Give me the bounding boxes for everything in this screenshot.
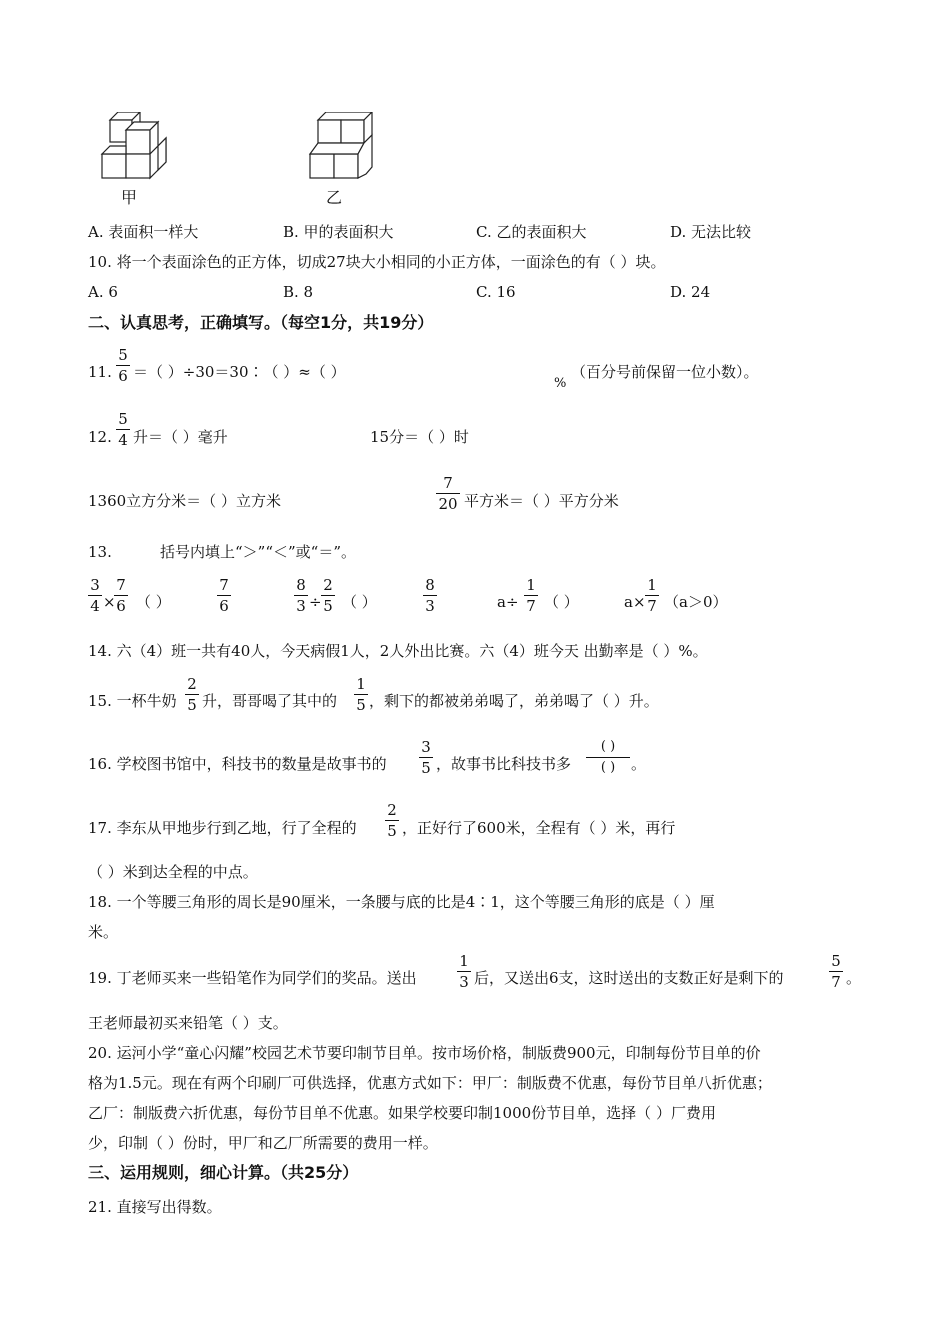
q13-e3-prefix: a÷ bbox=[497, 593, 519, 611]
q16-text-c: 。 bbox=[631, 755, 647, 773]
q12-line2-a: 1360立方分米＝（ ）立方米 bbox=[88, 492, 281, 510]
q15-text-c: ，剩下的都被弟弟喝了，弟弟喝了（ ）升。 bbox=[369, 692, 659, 710]
q10-option-b: B. 8 bbox=[283, 283, 314, 301]
q13-e3-condition: （a＞0） bbox=[664, 593, 728, 611]
q20-line-4: 少，印制（ ）份时，甲厂和乙厂所需要的费用一样。 bbox=[88, 1134, 438, 1152]
q10-option-c: C. 16 bbox=[476, 283, 516, 301]
q13-e2-blank: （ ） bbox=[342, 593, 377, 611]
q16-answer-fraction-blank: ( ) ( ) bbox=[586, 738, 630, 777]
q12-fraction: 5 4 bbox=[116, 410, 130, 449]
q12-line2-b: 平方米＝（ ）平方分米 bbox=[464, 492, 619, 510]
figure-label-yi: 乙 bbox=[326, 188, 343, 207]
q11-fraction: 5 6 bbox=[116, 346, 130, 385]
q15-fraction-1: 2 5 bbox=[185, 675, 199, 714]
q20-line-1: 20. 运河小学“童心闪耀”校园艺术节要印制节目单。按市场价格，制版费900元，印制每份节目单的价 bbox=[88, 1044, 761, 1062]
q11-tail: （百分号前保留一位小数）。 bbox=[571, 363, 759, 381]
q12-text-a: 升＝（ ）毫升 bbox=[133, 428, 228, 446]
q19-text-a: 19. 丁老师买来一些铅笔作为同学们的奖品。送出 bbox=[88, 969, 417, 987]
q13-number: 13. bbox=[88, 543, 112, 561]
q13-e1-fraction-2: 7 6 bbox=[114, 576, 128, 615]
q18-line2: 米。 bbox=[88, 923, 119, 941]
q13-e3-middle: a× bbox=[624, 593, 646, 611]
q19-line2: 王老师最初买来铅笔（ ）支。 bbox=[88, 1014, 288, 1032]
q19-text-c: 。 bbox=[846, 969, 862, 987]
q12-number: 12. bbox=[88, 428, 112, 446]
q13-text: 括号内填上“＞”“＜”或“＝”。 bbox=[160, 543, 357, 561]
q17-fraction: 2 5 bbox=[385, 801, 399, 840]
q16-fraction: 3 5 bbox=[419, 738, 433, 777]
section-3-title: 三、运用规则，细心计算。（共25分） bbox=[88, 1163, 359, 1182]
q10-text: 10. 将一个表面涂色的正方体，切成27块大小相同的小正方体，一面涂色的有（ ）块。 bbox=[88, 253, 666, 271]
q17-line2: （ ）米到达全程的中点。 bbox=[88, 863, 258, 881]
q9-option-d: D. 无法比较 bbox=[670, 223, 752, 241]
q13-e2-fraction-1: 8 3 bbox=[294, 576, 308, 615]
q11-text: ＝（ ）÷30＝30∶（ ）≈（ ） bbox=[133, 363, 346, 381]
q9-option-b: B. 甲的表面积大 bbox=[283, 223, 394, 241]
q15-text-a: 15. 一杯牛奶 bbox=[88, 692, 177, 710]
q16-text-b: ，故事书比科技书多 bbox=[436, 755, 572, 773]
q13-e2-fraction-2: 2 5 bbox=[321, 576, 335, 615]
q20-line-3: 乙厂：制版费六折优惠，每份节目单不优惠。如果学校要印制1000份节目单，选择（ ）厂费用 bbox=[88, 1104, 716, 1122]
q19-fraction-2: 5 7 bbox=[829, 952, 843, 991]
q13-e3-blank: （ ） bbox=[544, 593, 579, 611]
q15-text-b: 升，哥哥喝了其中的 bbox=[202, 692, 338, 710]
q19-text-b: 后，又送出6支，这时送出的支数正好是剩下的 bbox=[474, 969, 784, 987]
q16-text-a: 16. 学校图书馆中，科技书的数量是故事书的 bbox=[88, 755, 387, 773]
q20-line-2: 格为1.5元。现在有两个印刷厂可供选择，优惠方式如下：甲厂：制版费不优惠，每份节目单八折优惠； bbox=[88, 1074, 772, 1092]
q9-option-c: C. 乙的表面积大 bbox=[476, 223, 587, 241]
q13-e1-fraction-1: 3 4 bbox=[88, 576, 102, 615]
cube-figure-yi bbox=[308, 112, 380, 182]
q11-percent: % bbox=[554, 376, 567, 391]
q18-line1: 18. 一个等腰三角形的周长是90厘米，一条腰与底的比是4∶1，这个等腰三角形的底是（ ）厘 bbox=[88, 893, 715, 911]
q13-e3-fraction-1: 1 7 bbox=[524, 576, 538, 615]
q21-text: 21. 直接写出得数。 bbox=[88, 1198, 222, 1216]
q13-e1-operator: × bbox=[103, 593, 116, 611]
cube-figure-jia bbox=[100, 112, 172, 182]
q14-text: 14. 六（4）班一共有40人，今天病假1人，2人外出比赛。六（4）班今天 出勤率是（ ）%。 bbox=[88, 642, 708, 660]
q13-e2-fraction-3: 8 3 bbox=[423, 576, 437, 615]
q13-e2-operator: ÷ bbox=[309, 593, 322, 611]
q11-number: 11. bbox=[88, 363, 112, 381]
q12-text-b: 15分＝（ ）时 bbox=[370, 428, 469, 446]
figure-label-jia: 甲 bbox=[121, 188, 138, 207]
q17-text-a: 17. 李东从甲地步行到乙地，行了全程的 bbox=[88, 819, 357, 837]
q10-option-d: D. 24 bbox=[670, 283, 711, 301]
q10-option-a: A. 6 bbox=[88, 283, 118, 301]
q13-e1-blank: （ ） bbox=[136, 593, 171, 611]
q17-text-b: ，正好行了600米，全程有（ ）米，再行 bbox=[402, 819, 676, 837]
q13-e1-fraction-3: 7 6 bbox=[217, 576, 231, 615]
section-2-title: 二、认真思考，正确填写。（每空1分，共19分） bbox=[88, 313, 434, 332]
q19-fraction-1: 1 3 bbox=[457, 952, 471, 991]
q13-e3-fraction-2: 1 7 bbox=[645, 576, 659, 615]
q9-option-a: A. 表面积一样大 bbox=[88, 223, 199, 241]
q15-fraction-2: 1 5 bbox=[354, 675, 368, 714]
q12-fraction-2: 7 20 bbox=[436, 474, 460, 513]
